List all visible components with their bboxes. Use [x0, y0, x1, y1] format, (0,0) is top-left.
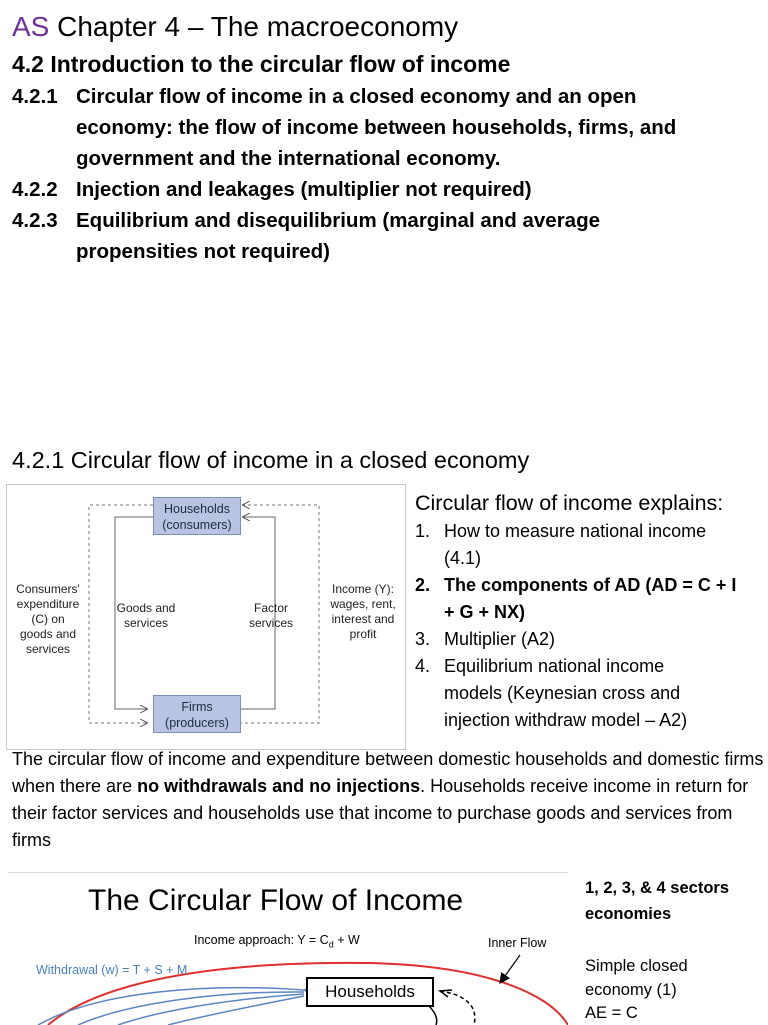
goods-services-label [111, 601, 181, 631]
subsection-line: Equilibrium and disequilibrium (marginal and average [76, 209, 600, 232]
income-approach-tail: + W [333, 933, 360, 947]
section-4-2-heading: 4.2 Introduction to the circular flow of income [12, 51, 511, 77]
paragraph-text: The circular flow of income and expenditure between domestic households and domestic firms when there are [12, 749, 764, 796]
income-label [323, 582, 403, 642]
subsection-number: 4.2.1 [12, 85, 58, 108]
explains-heading: Circular flow of income explains: [415, 491, 724, 515]
label-line: Consumers' [16, 582, 80, 596]
circular-flow-diagram [6, 484, 406, 750]
label-line: profit [349, 627, 377, 641]
subsection-line: Injection and leakages (multiplier not required) [76, 178, 532, 201]
label-line: goods and [19, 627, 77, 641]
sidebar-line: Simple closed [585, 957, 688, 975]
paragraph-text: . Households receive income in return for their factor services and households use that income to purchase goods and services from firms [12, 776, 749, 850]
sidebar-line: AE = C [585, 1004, 638, 1022]
label-line: expenditure [16, 597, 80, 611]
households-node [153, 497, 241, 535]
withdrawal-line [118, 994, 304, 1025]
dashed-flow-arrow [440, 991, 475, 1025]
firms-sublabel: (producers) [165, 716, 229, 730]
page-title [12, 10, 458, 44]
list-number: 1. [415, 521, 431, 541]
subsection-line: Circular flow of income in a closed economy and an open [76, 85, 637, 108]
label-line: services [123, 616, 168, 630]
list-text: Multiplier (A2) [444, 629, 556, 649]
paragraph-bold-text: no withdrawals and no injections [137, 776, 421, 796]
list-item [415, 653, 664, 680]
subsection-4-2-3 [12, 205, 600, 236]
subsection-number: 4.2.3 [12, 209, 58, 232]
inner-flow-arrow [500, 955, 520, 983]
solid-flow-arrow [428, 1005, 437, 1025]
income-approach-text: Income approach: Y = C [194, 933, 329, 947]
as-label: AS [12, 11, 50, 42]
subsection-line: propensities not required) [76, 240, 330, 263]
households-box: Households [306, 977, 434, 1007]
subsection-4-2-2 [12, 174, 532, 205]
label-line: Goods and [116, 601, 176, 615]
inner-flow-label: Inner Flow [488, 936, 547, 950]
factor-services-label [241, 601, 301, 631]
list-item [415, 626, 555, 653]
diagram2-title: The Circular Flow of Income [88, 884, 464, 917]
list-number: 2. [415, 575, 431, 595]
list-item [415, 572, 736, 599]
households-label: Households [163, 502, 230, 516]
list-number: 4. [415, 656, 431, 676]
label-line: wages, rent, [330, 597, 396, 611]
list-item-cont: + G + NX) [444, 602, 526, 622]
section-4-2-1-title: 4.2.1 Circular flow of income in a closed economy [12, 447, 530, 473]
firms-node [153, 695, 241, 733]
label-line: services [248, 616, 293, 630]
list-number: 3. [415, 629, 431, 649]
list-text: How to measure national income [444, 521, 707, 541]
list-item-cont: injection withdraw model – A2) [444, 710, 688, 730]
sectors-heading: 1, 2, 3, & 4 sectors [585, 879, 729, 897]
consumer-expenditure-label [11, 582, 85, 657]
list-text: The components of AD (AD = C + I [444, 575, 737, 595]
label-line: interest and [331, 612, 395, 626]
list-text: Equilibrium national income [444, 656, 665, 676]
chapter-title: Chapter 4 – The macroeconomy [57, 11, 459, 42]
label-line: Factor [253, 601, 288, 615]
label-line: services [25, 642, 70, 656]
subsection-line: government and the international economy. [76, 147, 501, 170]
sidebar-line: economy (1) [585, 981, 677, 999]
subsection-line: economy: the flow of income between households, firms, and [76, 116, 677, 139]
list-item-cont: models (Keynesian cross and [444, 683, 681, 703]
sectors-heading-cont: economies [585, 905, 672, 923]
households-sublabel: (consumers) [162, 518, 232, 532]
label-line: (C) on [31, 612, 65, 626]
list-item-cont: (4.1) [444, 548, 482, 568]
income-approach-subscript: d [328, 939, 334, 950]
label-line: Income (Y): [331, 582, 394, 596]
description-paragraph [12, 746, 764, 854]
income-approach-label [194, 933, 360, 950]
firms-label: Firms [181, 700, 213, 714]
list-item [415, 518, 706, 545]
subsection-4-2-1 [12, 81, 636, 112]
subsection-number: 4.2.2 [12, 178, 58, 201]
withdrawal-label: Withdrawal (w) = T + S + M [36, 963, 188, 977]
